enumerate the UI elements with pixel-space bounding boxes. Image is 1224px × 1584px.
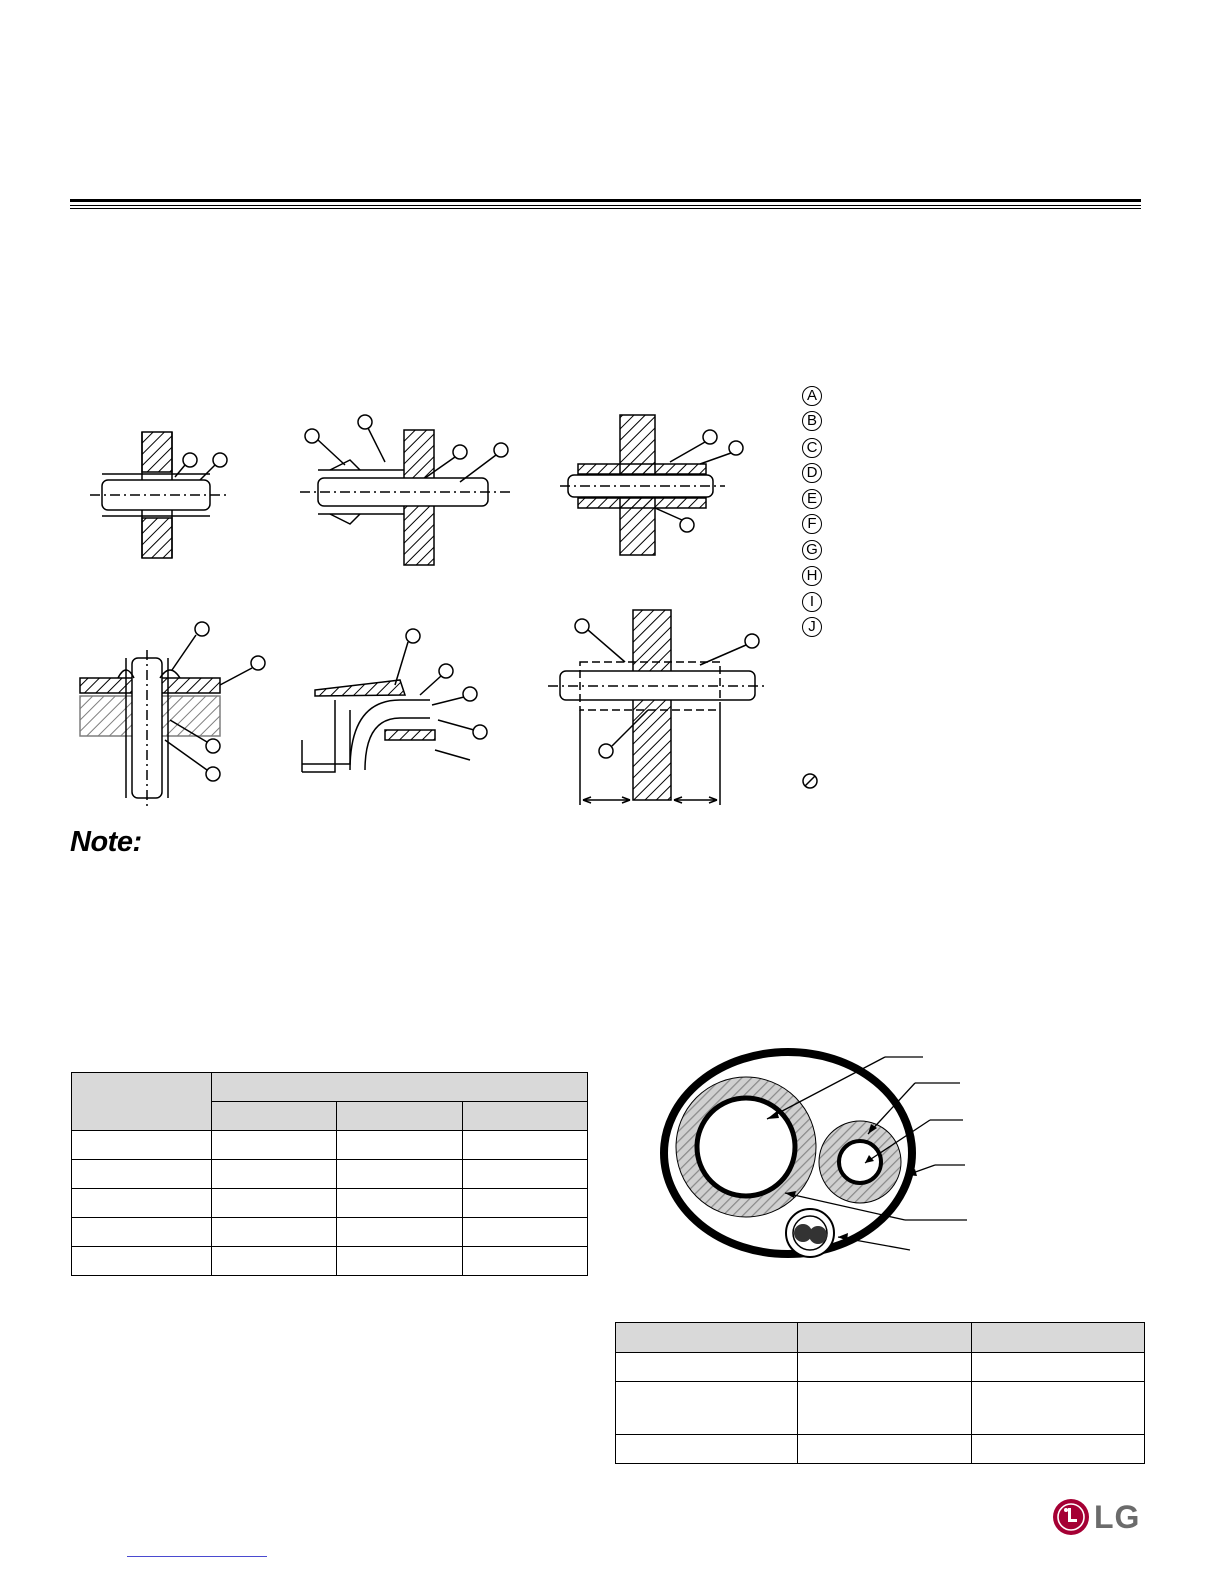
legend-item-j: J	[802, 617, 822, 637]
legend-item-h: H	[802, 566, 822, 586]
table-header-cell	[337, 1102, 462, 1131]
lg-logo-text: LG	[1094, 1499, 1141, 1535]
diagram-wall-penetration-1	[90, 432, 230, 558]
header-rule-thin	[70, 205, 1141, 206]
table-row	[616, 1435, 1145, 1464]
table-row	[72, 1131, 588, 1160]
table-row	[72, 1189, 588, 1218]
diagram-wall-penetration-3	[560, 415, 743, 555]
line-set-cross-section-diagram	[655, 1045, 975, 1270]
table-header-cell	[212, 1073, 588, 1102]
table-row	[72, 1160, 588, 1189]
legend-item-a: A	[802, 386, 822, 406]
diagram-roof-penetration	[302, 629, 487, 772]
diagram-firewall-penetration	[548, 610, 765, 805]
table-row	[616, 1353, 1145, 1382]
table-header-cell	[72, 1073, 212, 1131]
diagram-floor-penetration	[80, 622, 265, 810]
legend-item-i: I	[802, 592, 822, 612]
legend-item-f: F	[802, 514, 822, 534]
prohibited-symbol-icon	[801, 772, 819, 790]
wire-spec-table	[615, 1322, 1145, 1464]
pipe-size-table	[71, 1072, 588, 1276]
table-header-cell	[462, 1102, 587, 1131]
lg-logo	[1052, 1497, 1144, 1537]
diagram-wall-penetration-2	[300, 415, 510, 565]
legend-item-c: C	[802, 438, 822, 458]
table-row	[72, 1218, 588, 1247]
note-heading: Note:	[70, 826, 142, 858]
header-rule-thin-2	[70, 208, 1141, 209]
table-row	[616, 1382, 1145, 1435]
table-header-cell	[212, 1102, 337, 1131]
table-header-cell	[798, 1323, 972, 1353]
legend-item-d: D	[802, 463, 822, 483]
pipe-penetration-diagrams	[60, 400, 800, 820]
table-row	[72, 1247, 588, 1276]
legend-item-e: E	[802, 489, 822, 509]
table-header-cell	[972, 1323, 1145, 1353]
header-rule-thick	[70, 199, 1141, 202]
table-header-cell	[616, 1323, 798, 1353]
legend-item-b: B	[802, 411, 822, 431]
footer-link-underline[interactable]	[127, 1556, 267, 1557]
legend-item-g: G	[802, 540, 822, 560]
